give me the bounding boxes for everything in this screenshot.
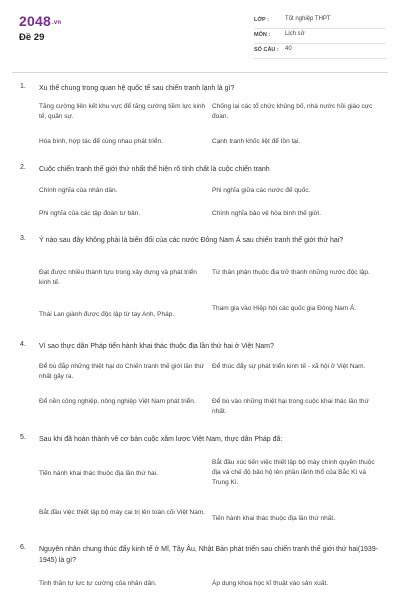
answer-option[interactable]: Cạnh tranh khốc liệt để tồn tại. xyxy=(212,138,301,145)
answer-option[interactable]: Để bù đắp những thiệt hại do Chiến tranh thế giới lần thứ nhất gây ra. xyxy=(39,363,205,380)
question-text: Nguyên nhân chung thúc đẩy kinh tế ở Mĩ, Tây Âu, Nhật Bản phát triển sau chiến tranh thế giới thứ hai(1939-1945) là gì? xyxy=(39,546,379,564)
answer-option[interactable]: Phi nghĩa của các tập đoàn tư bản. xyxy=(39,210,141,217)
answer-option[interactable]: Thái Lan giành được độc lập từ tay Anh, Pháp. xyxy=(39,311,175,318)
answer-option[interactable]: Chống lại các tổ chức khủng bố, nhà nước hồi giáo cực đoan. xyxy=(212,103,373,120)
meta-row-subject xyxy=(254,29,386,44)
meta-value: Lịch sử xyxy=(285,31,305,37)
question-text: Xu thế chung trong quan hệ quốc tế sau chiến tranh lạnh là gì? xyxy=(39,85,235,92)
brand-name: 2048 xyxy=(19,13,51,29)
answer-option[interactable]: Bắt đầu xúc tiến việc thiết lập bộ máy chính quyền thuộc địa và chế độ bảo hộ lên phần lãnh thổ của Bắc Kì và Trung Kì. xyxy=(212,459,375,486)
question-number: 3. xyxy=(20,235,26,242)
answer-option[interactable]: Tham gia vào Hiệp hội các quốc gia Đông Nam Á. xyxy=(212,305,357,312)
meta-label: LỚP : xyxy=(254,17,269,23)
brand-domain: .vn xyxy=(51,20,62,26)
meta-label: MÔN : xyxy=(254,32,271,38)
question-number: 2. xyxy=(20,164,26,171)
answer-option[interactable]: Tăng cường liên kết khu vực để tăng cường tiềm lực kinh tế, quân sự. xyxy=(39,103,206,120)
exam-meta xyxy=(254,14,386,59)
answer-option[interactable]: Để nền công nghiệp, nông nghiệp Việt Nam phát triển. xyxy=(39,398,196,405)
exam-code: Đề 29 xyxy=(19,32,45,43)
answer-option[interactable]: Để thúc đẩy sự phát triển kinh tế - xã hội ở Việt Nam. xyxy=(212,363,366,370)
answer-option[interactable]: Để bù vào những thiệt hại trong cuộc khai thác lần thứ nhất. xyxy=(212,398,369,415)
answer-option[interactable]: Từ thân phận thuộc địa trở thành những nước độc lập. xyxy=(212,269,370,276)
question-number: 4. xyxy=(20,341,26,348)
meta-row-class xyxy=(254,14,386,29)
question-text: Cuộc chiến tranh thế giới thứ nhất thể hiện rõ tính chất là cuộc chiến tranh xyxy=(39,166,270,173)
answer-option[interactable]: Đạt được nhiều thành tựu trong xây dựng và phát triển kinh tế. xyxy=(39,269,197,286)
question-number: 1. xyxy=(20,83,26,90)
answer-option[interactable]: Tinh thần tự lực tự cường của nhân dân. xyxy=(39,580,157,587)
answer-option[interactable]: Tiến hành khai thác thuộc địa lần thứ hai. xyxy=(39,470,159,477)
meta-value: Tốt nghiệp THPT xyxy=(285,16,331,22)
brand-logo[interactable] xyxy=(19,13,61,29)
question-text: Sau khi đã hoàn thành về cơ bản cuộc xâm lược Việt Nam, thực dân Pháp đã: xyxy=(39,436,283,443)
exam-header xyxy=(0,0,400,68)
answer-option[interactable]: Phi nghĩa giữa các nước đế quốc. xyxy=(212,187,311,194)
header-divider xyxy=(12,72,388,73)
question-text: Vì sao thực dân Pháp tiến hành khai thác thuộc địa lần thứ hai ở Việt Nam? xyxy=(39,343,274,350)
question-text: Ý nào sau đây không phải là biến đổi của các nước Đông Nam Á sau chiến tranh thế giới thứ hai? xyxy=(39,237,344,244)
answer-option[interactable]: Chính nghĩa của nhân dân. xyxy=(39,187,118,194)
question-number: 5. xyxy=(20,434,26,441)
question-number: 6. xyxy=(20,544,26,551)
answer-option[interactable]: Bắt đầu việc thiết lập bộ máy cai trị lên toàn cõi Việt Nam. xyxy=(39,509,206,516)
answer-option[interactable]: Hòa bình, hợp tác để cùng nhau phát triển. xyxy=(39,138,163,145)
meta-label: SỐ CÂU : xyxy=(254,47,279,53)
answer-option[interactable]: Tiến hành khai thác thuộc địa lần thứ nhất. xyxy=(212,515,335,522)
answer-option[interactable]: Áp dụng khoa học kĩ thuật vào sản xuất. xyxy=(212,580,328,587)
answer-option[interactable]: Chính nghĩa bảo vệ hòa bình thế giới. xyxy=(212,210,322,217)
meta-value: 40 xyxy=(285,46,292,52)
meta-row-count xyxy=(254,44,386,59)
